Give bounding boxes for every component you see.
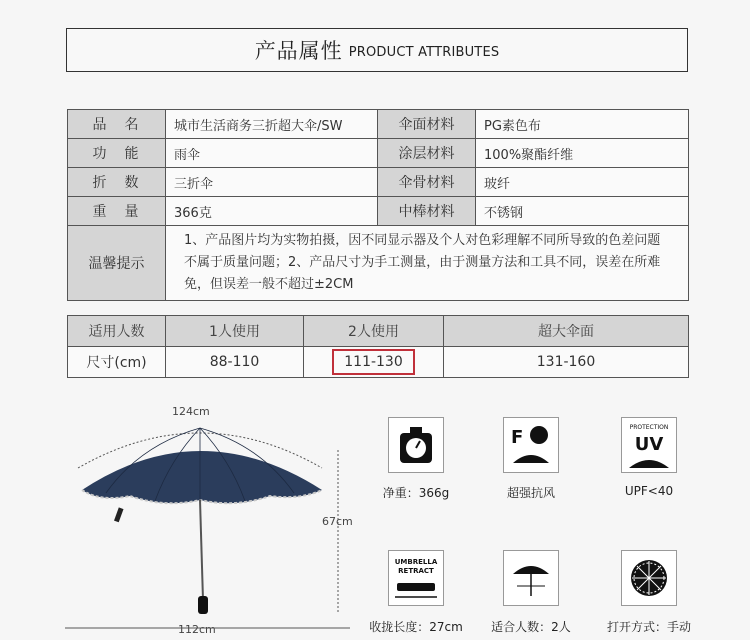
attr-key: 伞骨材料 xyxy=(378,168,476,197)
feature-label-weight: 净重：366g xyxy=(382,486,450,500)
wind-icon-letter: F xyxy=(511,427,524,448)
uv-protection-icon xyxy=(621,417,677,473)
umbrella-retract-icon xyxy=(388,550,444,606)
feature-label-uv: UPF<40 xyxy=(624,484,674,498)
size-header: 1人使用 xyxy=(166,316,304,347)
wind-resistant-icon xyxy=(503,417,559,473)
feature-label-length: 收拢长度：27cm xyxy=(369,620,463,634)
attr-value: 100%聚酯纤维 xyxy=(476,139,689,168)
feature-label-wind: 超强抗风 xyxy=(506,486,555,500)
dim-top-width: 124cm xyxy=(172,405,210,418)
attr-key: 重 量 xyxy=(68,197,166,226)
size-header: 2人使用 xyxy=(304,316,444,347)
attr-key: 中棒材料 xyxy=(378,197,476,226)
attr-key: 品 名 xyxy=(68,110,166,139)
retract-icon-text-1: UMBRELLA xyxy=(394,558,438,566)
dim-height: 67cm xyxy=(322,515,353,528)
notice-label: 温馨提示 xyxy=(68,226,166,301)
attr-value: 玻纤 xyxy=(476,168,689,197)
attr-key: 功 能 xyxy=(68,139,166,168)
dim-bottom-width: 112cm xyxy=(178,623,216,636)
attr-key: 折 数 xyxy=(68,168,166,197)
highlight-box: 111-130 xyxy=(332,349,415,375)
header-title-cn: 产品属性 xyxy=(254,39,343,63)
attr-value: 不锈钢 xyxy=(476,197,689,226)
retract-icon-text-2: RETRACT xyxy=(398,567,434,575)
attr-key: 涂层材料 xyxy=(378,139,476,168)
size-table xyxy=(67,315,689,378)
open-mode-icon xyxy=(621,550,677,606)
feature-label-open: 打开方式：手动 xyxy=(606,620,691,634)
weight-scale-icon xyxy=(388,417,444,473)
umbrella-illustration xyxy=(60,400,360,640)
uv-icon-caption: PROTECTION xyxy=(629,424,669,431)
header-title-en: PRODUCT ATTRIBUTES xyxy=(348,44,500,60)
notice-text: 1、产品图片均为实物拍摄，因不同显示器及个人对色彩理解不同所导致的色差问题不属于质量问题；2、产品尺寸为手工测量，由于测量方法和工具不同，误差在所难免，但误差一般不超过±2CM xyxy=(166,226,689,301)
uv-icon-letters: UV xyxy=(634,434,664,455)
size-header: 适用人数 xyxy=(68,316,166,347)
size-value-highlighted xyxy=(304,347,444,378)
size-value: 131-160 xyxy=(444,347,689,378)
attr-key: 伞面材料 xyxy=(378,110,476,139)
feature-label-persons: 适合人数：2人 xyxy=(491,620,571,634)
attributes-table xyxy=(67,109,689,301)
attr-value: 366克 xyxy=(166,197,378,226)
attr-value: 雨伞 xyxy=(166,139,378,168)
size-header-row xyxy=(68,316,689,347)
size-value-row xyxy=(68,347,689,378)
size-label: 尺寸(cm) xyxy=(68,347,166,378)
table-row xyxy=(68,226,689,301)
attr-value: 城市生活商务三折超大伞/SW xyxy=(166,110,378,139)
table-row xyxy=(68,110,689,139)
product-attributes-header xyxy=(66,28,688,72)
table-row xyxy=(68,197,689,226)
attr-value: PG素色布 xyxy=(476,110,689,139)
table-row xyxy=(68,139,689,168)
persons-icon xyxy=(503,550,559,606)
size-value: 88-110 xyxy=(166,347,304,378)
size-header: 超大伞面 xyxy=(444,316,689,347)
table-row xyxy=(68,168,689,197)
attr-value: 三折伞 xyxy=(166,168,378,197)
